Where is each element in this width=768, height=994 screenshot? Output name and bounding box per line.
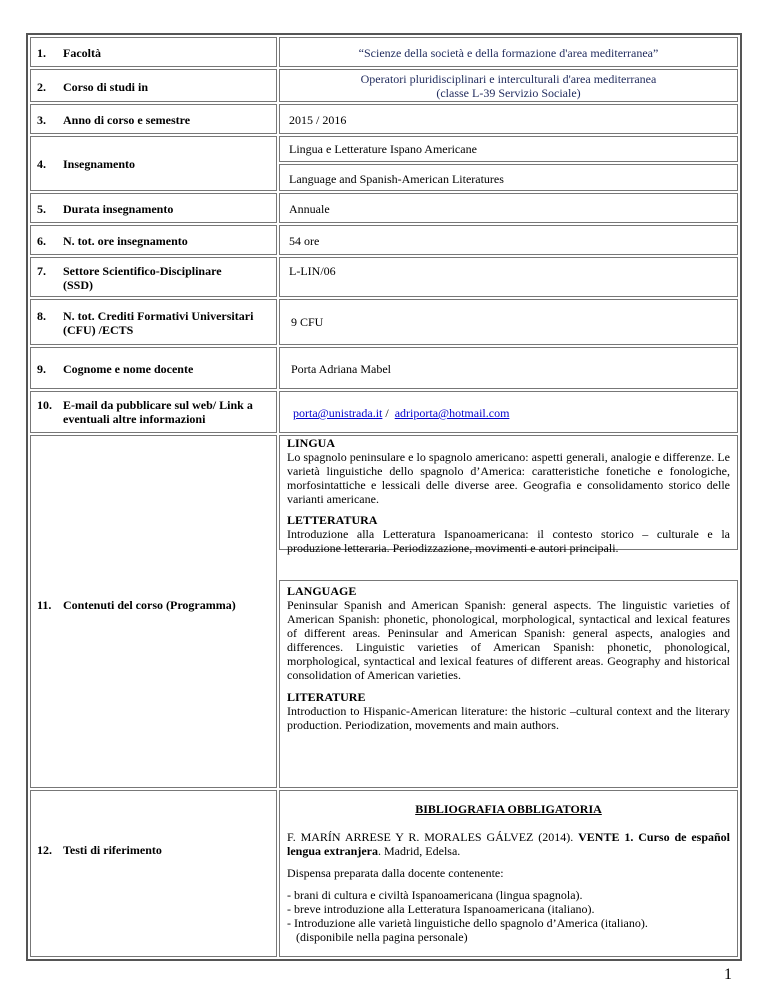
language-title: LANGUAGE [287,584,357,598]
course-value-line2: (classe L-39 Servizio Sociale) [436,86,581,100]
row-8-value-cell [279,299,738,345]
teacher-value: Porta Adriana Mabel [291,362,391,376]
row-10-value-cell [279,391,738,433]
biblio-dispensa: Dispensa preparata dalla docente contenente: [287,866,504,880]
course-value-line1: Operatori pluridisciplinari e interculturali d'area mediterranea [360,72,657,86]
lingua-title: LINGUA [287,436,336,450]
row-8-label-cell [30,299,277,345]
ssd-value: L-LIN/06 [289,264,336,278]
cfu-value: 9 CFU [291,315,324,329]
biblio-reference: F. MARÍN ARRESE Y R. MORALES GÁLVEZ (2014). VENTE 1. Curso de español lengua extranjera. Madrid, Edelsa. [287,830,731,858]
language-cell [279,580,738,788]
row-12-label: 12. Testi di riferimento [37,843,162,857]
row-11-label-cell [30,435,277,788]
faculty-value: “Scienze della società e della formazione d'area mediterranea” [358,46,659,60]
lingua-cell [279,435,738,555]
row-8-label: 8. N. tot. Crediti Formativi Universitari (CFU) /ECTS [37,309,254,337]
biblio-item: - breve introduzione alla Letteratura Ispanoamericana (italiano). [287,902,595,916]
row-6-label-cell [30,225,277,255]
row-7-label-cell [30,257,277,297]
lingua-section [280,436,737,506]
row-2-label-cell [30,69,277,102]
literature-title: LITERATURE [287,690,366,704]
row-1-label-cell [30,37,277,67]
row-9-label-cell [30,347,277,389]
row-1-label: 1. Facoltà [37,46,101,60]
row-3-label: 3. Anno di corso e semestre [37,113,191,127]
biblio-heading: BIBLIOGRAFIA OBBLIGATORIA [415,802,602,816]
lingua-text: Lo spagnolo peninsulare e lo spagnolo americano: aspetti generali, analogie e differenze. Le varietà linguistiche dello spagnolo d’America: caratteristiche fonetiche e fonologiche, morfosintattiche e lessicali delle diverse aree. Geografia e consolidamento storico delle varianti americane. [287,450,730,506]
row-7-value-cell [279,257,738,297]
biblio-items [280,888,737,944]
row-7-label: 7. Settore Scientifico-Disciplinare (SSD) [37,264,222,292]
biblio-item: - Introduzione alle varietà linguistiche dello spagnolo d’America (italiano). [287,916,648,930]
teaching-it-value: Lingua e Letterature Ispano Americane [289,142,477,156]
row-3-label-cell [30,104,277,134]
row-4-label-cell [30,136,277,191]
row-6-value-cell [279,225,738,255]
biblio-heading-wrap [280,802,737,816]
literature-section [280,690,737,732]
course-info-table [26,33,742,961]
row-4-value-it-cell [279,136,738,162]
hours-value: 54 ore [289,234,320,248]
row-12-label-cell [30,790,277,957]
row-6-label: 6. N. tot. ore insegnamento [37,234,188,248]
row-4-label: 4. Insegnamento [37,157,136,171]
literature-text: Introduction to Hispanic-American literature: the historic –cultural context and the literary production. Periodization, movements and main authors. [287,704,730,732]
row-9-value-cell [279,347,738,389]
biblio-cell [279,790,738,957]
page-number: 1 [724,966,732,983]
letteratura-title: LETTERATURA [287,513,378,527]
teaching-en-value: Language and Spanish-American Literatures [289,172,504,186]
row-2-label: 2. Corso di studi in [37,80,149,94]
email-link-2[interactable]: adriporta@hotmail.com [394,406,510,420]
row-10-label-cell [30,391,277,433]
row-5-value-cell [279,193,738,223]
biblio-item: - brani di cultura e civiltà Ispanoamericana (lingua spagnola). [287,888,583,902]
row-9-label: 9. Cognome e nome docente [37,362,194,376]
language-text: Peninsular Spanish and American Spanish: general aspects. The linguistic varieties of American Spanish: phonetic, phonological, morphological, syntactical and lexical features of different areas. Peninsular and American Spanish: general aspects, analogies and differences. Linguistic varieties of American Spanish: phonetic, phonological, morphological, syntactical and lexical features of different areas. Geography and historical consolidation of American varieties. [287,598,730,682]
row-10-label: 10. E-mail da pubblicare sul web/ Link a eventuali altre informazioni [37,398,253,426]
duration-value: Annuale [289,202,330,216]
academic-year-value: 2015 / 2016 [289,113,347,127]
email-values: porta@unistrada.it / adriporta@hotmail.com [293,406,510,420]
row-11-label: 11. Contenuti del corso (Programma) [37,598,236,612]
row-2-value-cell [279,69,738,102]
letteratura-text: Introduzione alla Letteratura Ispanoamericana: il contesto storico – culturale e la produzione letteraria. Periodizzazione, movimenti e autori principali. [287,527,730,555]
row-5-label-cell [30,193,277,223]
row-1-value-cell [279,37,738,67]
row-4-value-en-cell [279,164,738,191]
row-3-value-cell [279,104,738,134]
letteratura-section [280,513,737,555]
language-section [280,584,737,682]
row-5-label: 5. Durata insegnamento [37,202,174,216]
biblio-item: (disponibile nella pagina personale) [287,930,468,944]
email-link-1[interactable]: porta@unistrada.it [293,406,383,420]
